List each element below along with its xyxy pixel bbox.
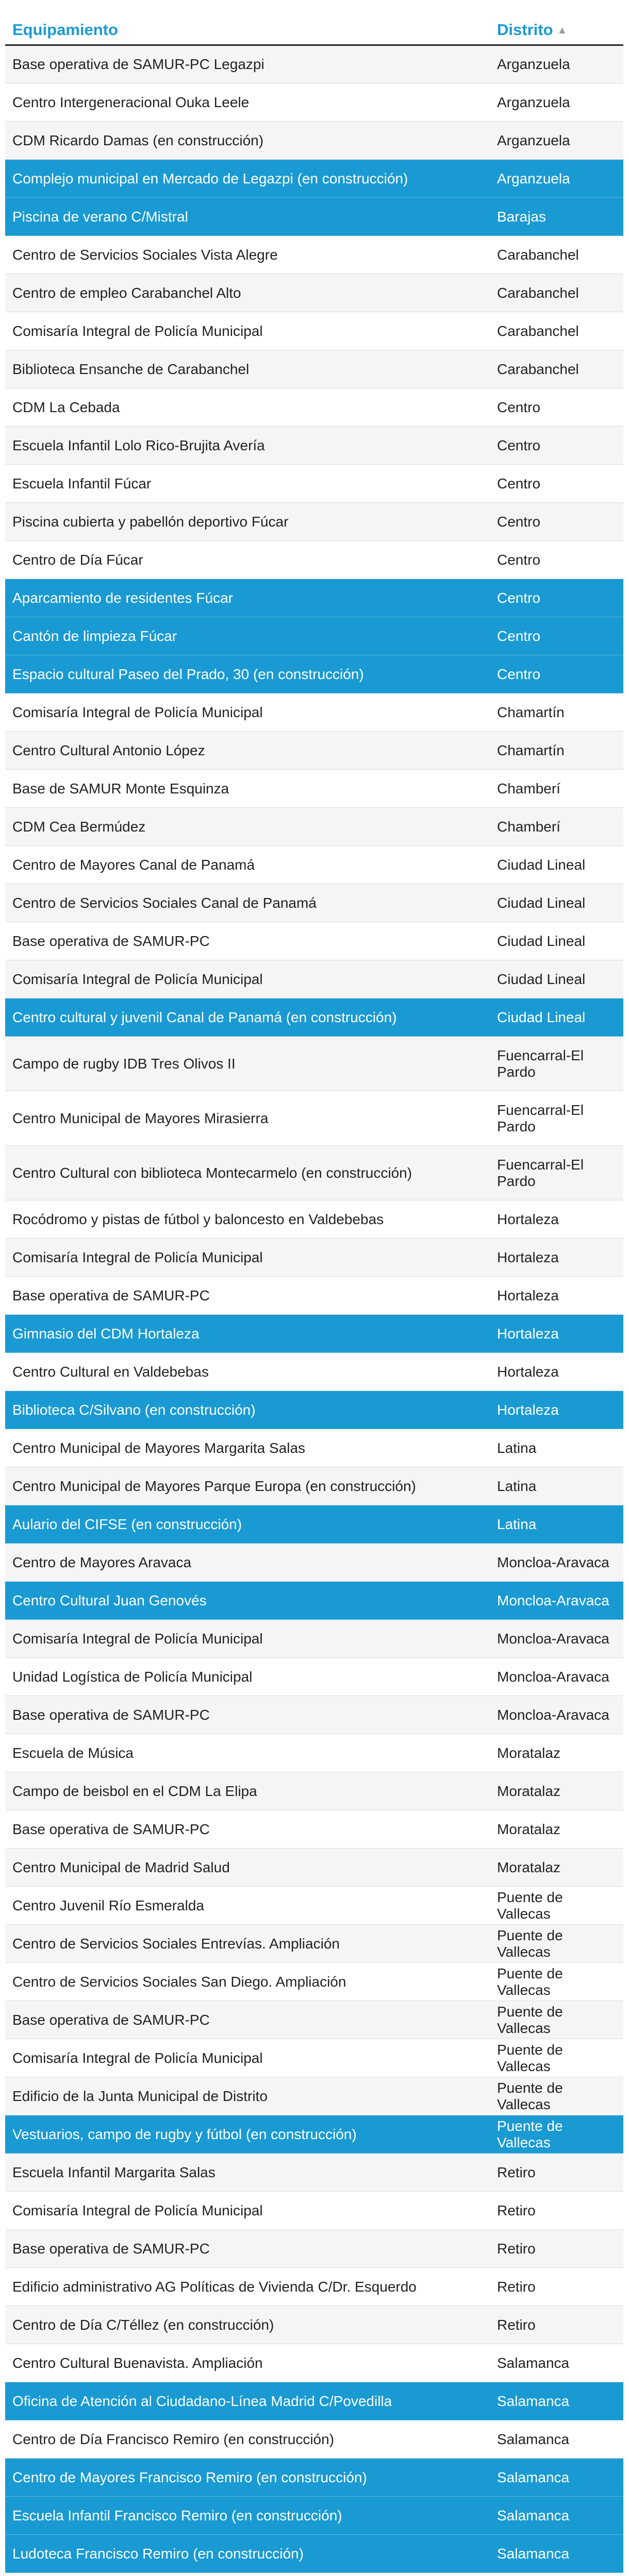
column-header-equipamiento[interactable] [5,15,490,45]
cell-distrito: Retiro [490,2192,623,2230]
cell-equipamiento: Piscina de verano C/Mistral [5,198,490,236]
cell-distrito: Chamberí [490,808,623,846]
cell-distrito: Latina [490,1429,623,1467]
cell-equipamiento: Biblioteca C/Silvano (en construcción) [5,1391,490,1429]
cell-distrito: Puente de Vallecas [490,2001,623,2039]
cell-equipamiento: Base operativa de SAMUR-PC [5,1277,490,1315]
cell-equipamiento: Comisaría Integral de Policía Municipal [5,960,490,998]
cell-equipamiento: Centro Municipal de Mayores Mirasierra [5,1091,490,1146]
cell-distrito: Arganzuela [490,45,623,83]
cell-distrito: Puente de Vallecas [490,1963,623,2001]
cell-distrito: Chamberí [490,770,623,808]
table-row [5,2039,623,2077]
table-row-highlighted [5,2497,623,2535]
cell-distrito: Centro [490,503,623,541]
table-row [5,1963,623,2001]
cell-distrito: Carabanchel [490,236,623,274]
table-row [5,1925,623,1963]
cell-equipamiento: Base operativa de SAMUR-PC [5,1810,490,1849]
header-row [5,15,623,45]
cell-distrito: Moncloa-Aravaca [490,1620,623,1658]
cell-equipamiento: Centro Intergeneracional Ouka Leele [5,83,490,122]
cell-distrito: Moncloa-Aravaca [490,1658,623,1696]
table-row-highlighted [5,1582,623,1620]
cell-equipamiento: Centro de Servicios Sociales Entrevías. Ampliación [5,1925,490,1963]
cell-distrito: Arganzuela [490,122,623,160]
cell-equipamiento: Edificio de la Junta Municipal de Distrito [5,2077,490,2115]
cell-distrito: Ciudad Lineal [490,922,623,960]
table-row [5,2573,623,2576]
cell-equipamiento: Centro Cultural en Valdebebas [5,1353,490,1391]
table-body [5,45,623,2576]
table-row [5,1277,623,1315]
cell-distrito: Hortaleza [490,1391,623,1429]
cell-distrito: Moratalaz [490,1772,623,1810]
cell-distrito: Puente de Vallecas [490,1925,623,1963]
cell-equipamiento: Escuela Infantil Fúcar [5,465,490,503]
cell-distrito: Hortaleza [490,1353,623,1391]
table-row-highlighted [5,2459,623,2497]
table-row [5,846,623,884]
cell-equipamiento: Edificio administrativo AG Políticas de Vivienda C/Dr. Esquerdo [5,2268,490,2306]
cell-distrito: Carabanchel [490,312,623,350]
table-row [5,1353,623,1391]
table-row [5,45,623,83]
cell-equipamiento [5,2573,490,2576]
cell-distrito: Hortaleza [490,1239,623,1277]
cell-equipamiento: Centro de Mayores Aravaca [5,1544,490,1582]
table-row [5,1146,623,1200]
cell-distrito: Centro [490,465,623,503]
cell-equipamiento: Campo de beisbol en el CDM La Elipa [5,1772,490,1810]
cell-distrito: Fuencarral-El Pardo [490,1037,623,1091]
table-row [5,1772,623,1810]
cell-equipamiento: Ludoteca Francisco Remiro (en construcción) [5,2535,490,2573]
table-row [5,960,623,998]
cell-distrito: Arganzuela [490,83,623,122]
cell-distrito: Latina [490,1467,623,1505]
table-row-highlighted [5,2382,623,2420]
cell-equipamiento: Comisaría Integral de Policía Municipal [5,1239,490,1277]
cell-distrito: Centro [490,617,623,655]
table-row [5,693,623,732]
cell-equipamiento: Piscina cubierta y pabellón deportivo Fúcar [5,503,490,541]
sort-ascending-icon[interactable]: ▲ [557,25,568,37]
table-row [5,808,623,846]
cell-equipamiento: Cantón de limpieza Fúcar [5,617,490,655]
cell-distrito: Hortaleza [490,1277,623,1315]
cell-distrito: Puente de Vallecas [490,2039,623,2077]
cell-distrito: Centro [490,388,623,427]
cell-distrito: Hortaleza [490,1200,623,1239]
table-row [5,122,623,160]
table-header [5,15,623,45]
table-row [5,465,623,503]
table-row-highlighted [5,2535,623,2573]
table-row [5,83,623,122]
cell-equipamiento: Escuela Infantil Margarita Salas [5,2154,490,2192]
table-row-highlighted [5,655,623,693]
table-row [5,1037,623,1091]
cell-equipamiento: Centro Municipal de Mayores Margarita Salas [5,1429,490,1467]
table-row [5,922,623,960]
cell-equipamiento: Comisaría Integral de Policía Municipal [5,693,490,732]
cell-equipamiento: Unidad Logística de Policía Municipal [5,1658,490,1696]
table-row [5,1091,623,1146]
table-row [5,2192,623,2230]
table-row [5,1239,623,1277]
cell-equipamiento: Centro Cultural con biblioteca Montecarmelo (en construcción) [5,1146,490,1200]
cell-distrito: Ciudad Lineal [490,998,623,1037]
cell-distrito: Moncloa-Aravaca [490,1696,623,1734]
table-row-highlighted [5,2115,623,2154]
table-row [5,2344,623,2382]
cell-distrito: Salamanca [490,2420,623,2459]
table-row [5,236,623,274]
cell-distrito: Chamartín [490,693,623,732]
cell-distrito: Salamanca [490,2382,623,2420]
table-row-highlighted [5,198,623,236]
table-row-highlighted [5,617,623,655]
data-table [5,15,623,2576]
cell-distrito: Moratalaz [490,1734,623,1772]
cell-equipamiento: Campo de rugby IDB Tres Olivos II [5,1037,490,1091]
cell-distrito [490,2573,623,2576]
cell-distrito: Centro [490,541,623,579]
cell-distrito: Puente de Vallecas [490,2115,623,2154]
cell-distrito: Moratalaz [490,1849,623,1887]
cell-equipamiento: Comisaría Integral de Policía Municipal [5,312,490,350]
table-row [5,274,623,312]
cell-equipamiento: Centro Cultural Antonio López [5,732,490,770]
table-row [5,1544,623,1582]
table-row [5,2154,623,2192]
cell-distrito: Retiro [490,2230,623,2268]
table-row [5,1467,623,1505]
cell-equipamiento: CDM Ricardo Damas (en construcción) [5,122,490,160]
table-row [5,2268,623,2306]
table-row [5,312,623,350]
cell-equipamiento: Base operativa de SAMUR-PC Legazpi [5,45,490,83]
cell-equipamiento: Base operativa de SAMUR-PC [5,922,490,960]
cell-equipamiento: Centro de Mayores Francisco Remiro (en construcción) [5,2459,490,2497]
table-row-highlighted [5,1391,623,1429]
cell-distrito: Carabanchel [490,350,623,388]
cell-equipamiento: Centro Cultural Juan Genovés [5,1582,490,1620]
cell-equipamiento: Centro de Servicios Sociales San Diego. Ampliación [5,1963,490,2001]
table-row-highlighted [5,1315,623,1353]
cell-equipamiento: Centro de Día Francisco Remiro (en construcción) [5,2420,490,2459]
table-row [5,884,623,922]
cell-equipamiento: Base operativa de SAMUR-PC [5,2230,490,2268]
cell-distrito: Salamanca [490,2497,623,2535]
cell-distrito: Fuencarral-El Pardo [490,1091,623,1146]
cell-equipamiento: Centro de Servicios Sociales Vista Alegre [5,236,490,274]
cell-distrito: Moratalaz [490,1810,623,1849]
cell-distrito: Chamartín [490,732,623,770]
cell-distrito: Salamanca [490,2344,623,2382]
cell-distrito: Retiro [490,2154,623,2192]
cell-equipamiento: Comisaría Integral de Policía Municipal [5,1620,490,1658]
table-row [5,2306,623,2344]
cell-equipamiento: Aparcamiento de residentes Fúcar [5,579,490,617]
cell-equipamiento: Centro cultural y juvenil Canal de Panamá (en construcción) [5,998,490,1037]
cell-distrito: Moncloa-Aravaca [490,1544,623,1582]
cell-equipamiento: CDM Cea Bermúdez [5,808,490,846]
cell-equipamiento: Escuela Infantil Lolo Rico-Brujita Avería [5,427,490,465]
cell-equipamiento: Biblioteca Ensanche de Carabanchel [5,350,490,388]
table-row [5,1658,623,1696]
table-row [5,503,623,541]
cell-equipamiento: Escuela Infantil Francisco Remiro (en construcción) [5,2497,490,2535]
cell-equipamiento: Base operativa de SAMUR-PC [5,1696,490,1734]
table-row [5,2420,623,2459]
cell-equipamiento: Centro Municipal de Mayores Parque Europa (en construcción) [5,1467,490,1505]
cell-distrito: Barajas [490,198,623,236]
table-row [5,2077,623,2115]
cell-equipamiento: Comisaría Integral de Policía Municipal [5,2192,490,2230]
cell-equipamiento: Gimnasio del CDM Hortaleza [5,1315,490,1353]
table-row [5,1734,623,1772]
cell-distrito: Arganzuela [490,160,623,198]
cell-equipamiento: CDM La Cebada [5,388,490,427]
table-row [5,1620,623,1658]
cell-equipamiento: Espacio cultural Paseo del Prado, 30 (en construcción) [5,655,490,693]
table-row [5,1200,623,1239]
cell-distrito: Retiro [490,2268,623,2306]
table-row [5,388,623,427]
table-row-highlighted [5,579,623,617]
cell-distrito: Puente de Vallecas [490,2077,623,2115]
cell-equipamiento: Centro de Día C/Téllez (en construcción) [5,2306,490,2344]
cell-distrito: Ciudad Lineal [490,960,623,998]
cell-distrito: Salamanca [490,2535,623,2573]
cell-distrito: Centro [490,655,623,693]
table-row [5,350,623,388]
cell-distrito: Hortaleza [490,1315,623,1353]
column-header-label: Equipamiento [12,21,118,39]
cell-equipamiento: Centro Juvenil Río Esmeralda [5,1887,490,1925]
table-row [5,2001,623,2039]
cell-distrito: Centro [490,427,623,465]
table-row [5,770,623,808]
cell-equipamiento: Complejo municipal en Mercado de Legazpi (en construcción) [5,160,490,198]
column-header-distrito[interactable] [490,15,623,45]
table-row [5,427,623,465]
table-row [5,2230,623,2268]
cell-equipamiento: Vestuarios, campo de rugby y fútbol (en construcción) [5,2115,490,2154]
table-row [5,1429,623,1467]
cell-distrito: Latina [490,1505,623,1544]
cell-equipamiento: Comisaría Integral de Policía Municipal [5,2039,490,2077]
table-row [5,1696,623,1734]
table-row-highlighted [5,998,623,1037]
table-row-highlighted [5,1505,623,1544]
cell-equipamiento: Escuela de Música [5,1734,490,1772]
cell-distrito: Ciudad Lineal [490,884,623,922]
column-header-label: Distrito [497,21,553,39]
table-row [5,1810,623,1849]
cell-distrito: Salamanca [490,2459,623,2497]
cell-equipamiento: Centro de Mayores Canal de Panamá [5,846,490,884]
cell-equipamiento: Centro Cultural Buenavista. Ampliación [5,2344,490,2382]
table-row [5,1887,623,1925]
cell-distrito: Carabanchel [490,274,623,312]
cell-equipamiento: Centro de empleo Carabanchel Alto [5,274,490,312]
table-row [5,541,623,579]
cell-equipamiento: Centro de Día Fúcar [5,541,490,579]
cell-equipamiento: Oficina de Atención al Ciudadano-Línea Madrid C/Povedilla [5,2382,490,2420]
table-row [5,1849,623,1887]
cell-distrito: Moncloa-Aravaca [490,1582,623,1620]
table-row-highlighted [5,160,623,198]
cell-equipamiento: Rocódromo y pistas de fútbol y baloncesto en Valdebebas [5,1200,490,1239]
cell-distrito: Retiro [490,2306,623,2344]
cell-equipamiento: Centro Municipal de Madrid Salud [5,1849,490,1887]
cell-equipamiento: Base operativa de SAMUR-PC [5,2001,490,2039]
cell-distrito: Puente de Vallecas [490,1887,623,1925]
cell-equipamiento: Centro de Servicios Sociales Canal de Panamá [5,884,490,922]
cell-equipamiento: Aulario del CIFSE (en construcción) [5,1505,490,1544]
cell-distrito: Centro [490,579,623,617]
table-row [5,732,623,770]
cell-equipamiento: Base de SAMUR Monte Esquinza [5,770,490,808]
cell-distrito: Fuencarral-El Pardo [490,1146,623,1200]
cell-distrito: Ciudad Lineal [490,846,623,884]
